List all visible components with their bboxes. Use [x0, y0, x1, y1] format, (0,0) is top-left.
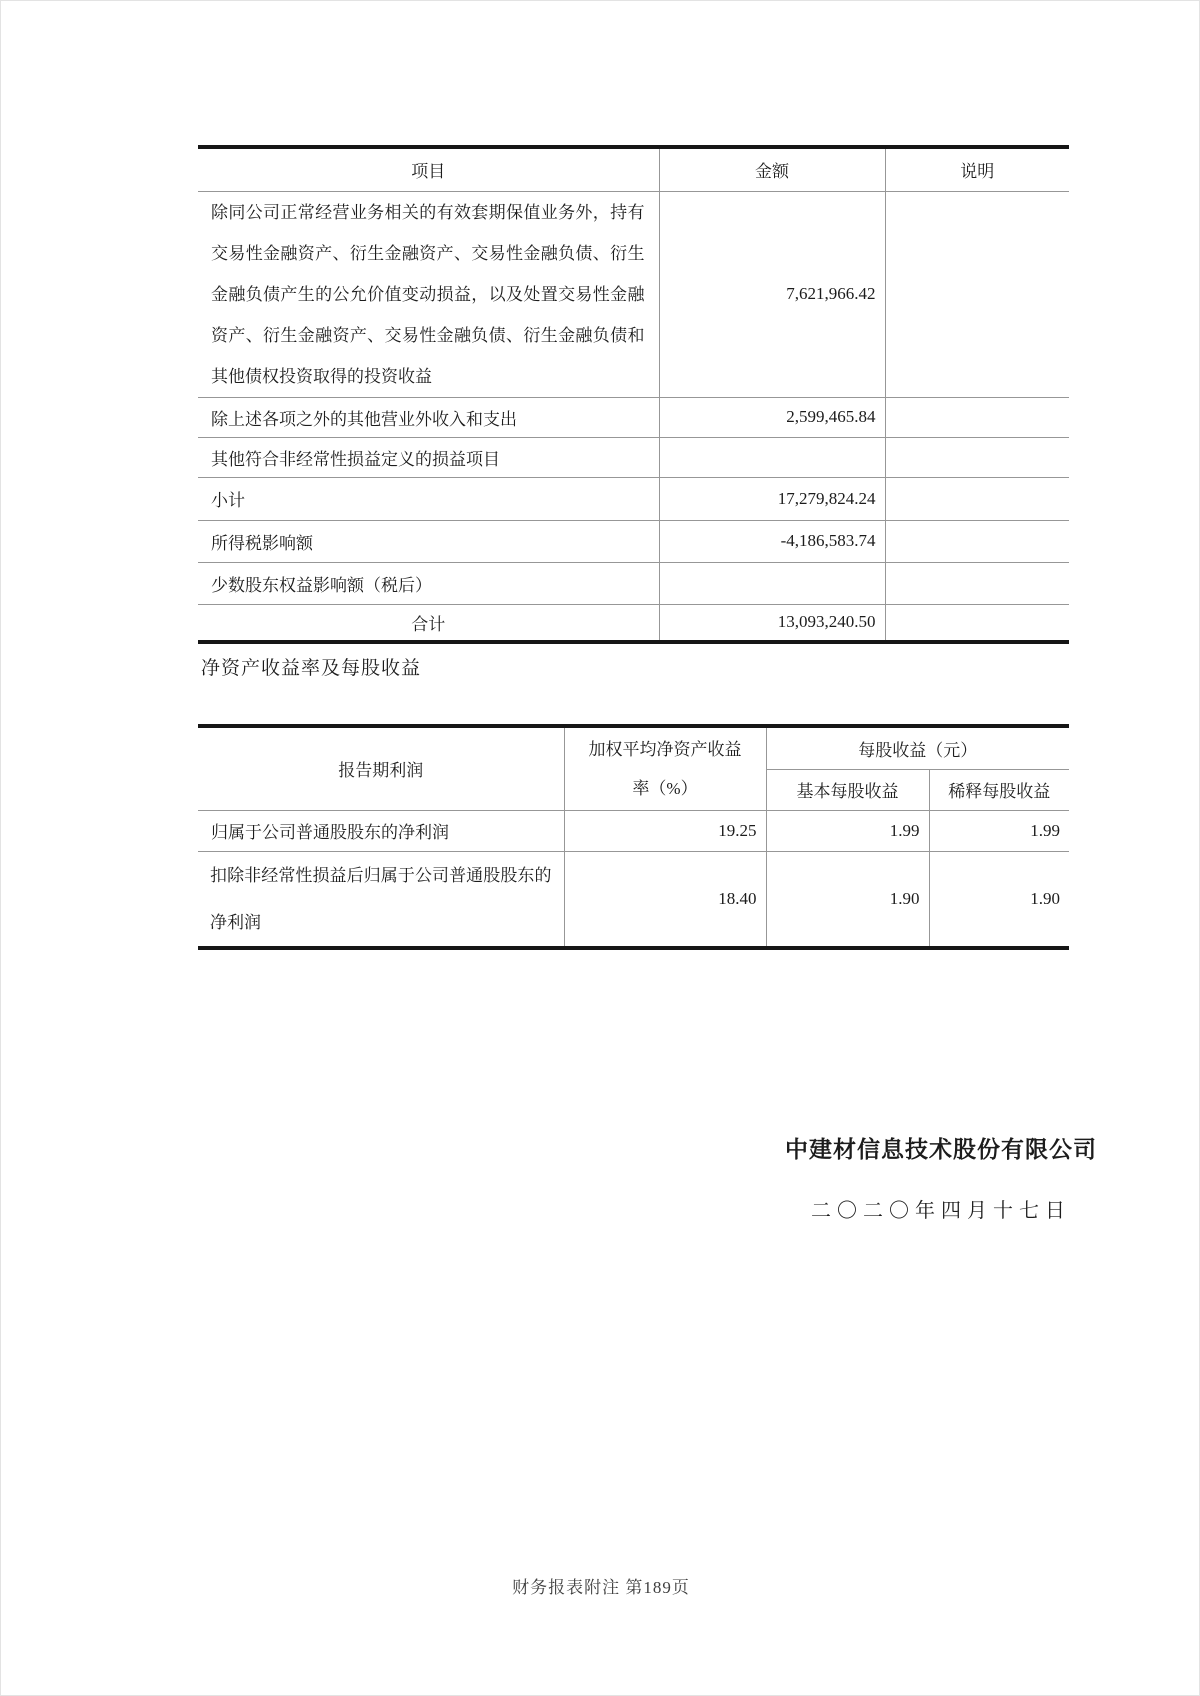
company-name: 中建材信息技术股份有限公司: [785, 1137, 1097, 1162]
non-recurring-items-table: [198, 145, 1069, 644]
total-row: [198, 604, 1069, 642]
row-basic-eps: 1.99: [766, 810, 929, 851]
table-row: [198, 851, 1069, 948]
row-amount: [659, 437, 885, 477]
table-row: [198, 562, 1069, 604]
table-row: [198, 810, 1069, 851]
row-note: [885, 397, 1069, 437]
row-amount: 2,599,465.84: [659, 397, 885, 437]
row-note: [885, 477, 1069, 520]
row-roe: 19.25: [564, 810, 766, 851]
row-amount: [659, 562, 885, 604]
page-footer: 财务报表附注 第189页: [512, 1578, 690, 1597]
column-header-profit: 报告期利润: [198, 726, 564, 810]
row-label: 归属于公司普通股股东的净利润: [198, 810, 564, 851]
table-header-row: [198, 147, 1069, 191]
column-group-eps: 每股收益（元）: [766, 726, 1069, 769]
row-note: [885, 437, 1069, 477]
row-note: [885, 520, 1069, 562]
row-label: 除上述各项之外的其他营业外收入和支出: [198, 397, 659, 437]
column-header-basic-eps: 基本每股收益: [766, 769, 929, 810]
column-header-note: 说明: [885, 147, 1069, 191]
roe-eps-table: [198, 724, 1069, 950]
row-amount: 7,621,966.42: [659, 191, 885, 397]
table-row: [198, 397, 1069, 437]
total-amount: 13,093,240.50: [659, 604, 885, 642]
total-note: [885, 604, 1069, 642]
signature-date: 二〇二〇年四月十七日: [811, 1200, 1071, 1222]
roe-header-line1: 加权平均净资产收益: [588, 739, 742, 759]
row-note: [885, 562, 1069, 604]
signature-block: [736, 1136, 1146, 1223]
column-header-amount: 金额: [659, 147, 885, 191]
table-row: [198, 437, 1069, 477]
column-header-roe: [564, 726, 766, 810]
row-label: 少数股东权益影响额（税后）: [198, 562, 659, 604]
row-label: 小计: [198, 477, 659, 520]
column-header-item: 项目: [198, 147, 659, 191]
table-row: [198, 520, 1069, 562]
row-label: 除同公司正常经营业务相关的有效套期保值业务外，持有交易性金融资产、衍生金融资产、交易性金融负债、衍生金融负债产生的公允价值变动损益，以及处置交易性金融资产、衍生金融资产、交易性金融负债、衍生金融负债和其他债权投资取得的投资收益: [198, 191, 659, 397]
total-label: 合计: [198, 604, 659, 642]
row-diluted-eps: 1.90: [929, 851, 1069, 948]
row-diluted-eps: 1.99: [929, 810, 1069, 851]
row-roe: 18.40: [564, 851, 766, 948]
row-basic-eps: 1.90: [766, 851, 929, 948]
row-amount: -4,186,583.74: [659, 520, 885, 562]
row-label: 其他符合非经常性损益定义的损益项目: [198, 437, 659, 477]
table-header-row: [198, 726, 1069, 769]
section-title: 净资产收益率及每股收益: [201, 658, 422, 679]
column-header-diluted-eps: 稀释每股收益: [929, 769, 1069, 810]
row-label: 扣除非经常性损益后归属于公司普通股股东的净利润: [198, 851, 564, 948]
row-note: [885, 191, 1069, 397]
table-row: [198, 191, 1069, 397]
row-label: 所得税影响额: [198, 520, 659, 562]
roe-header-line2: 率（%）: [632, 778, 698, 798]
table-row: [198, 477, 1069, 520]
row-amount: 17,279,824.24: [659, 477, 885, 520]
